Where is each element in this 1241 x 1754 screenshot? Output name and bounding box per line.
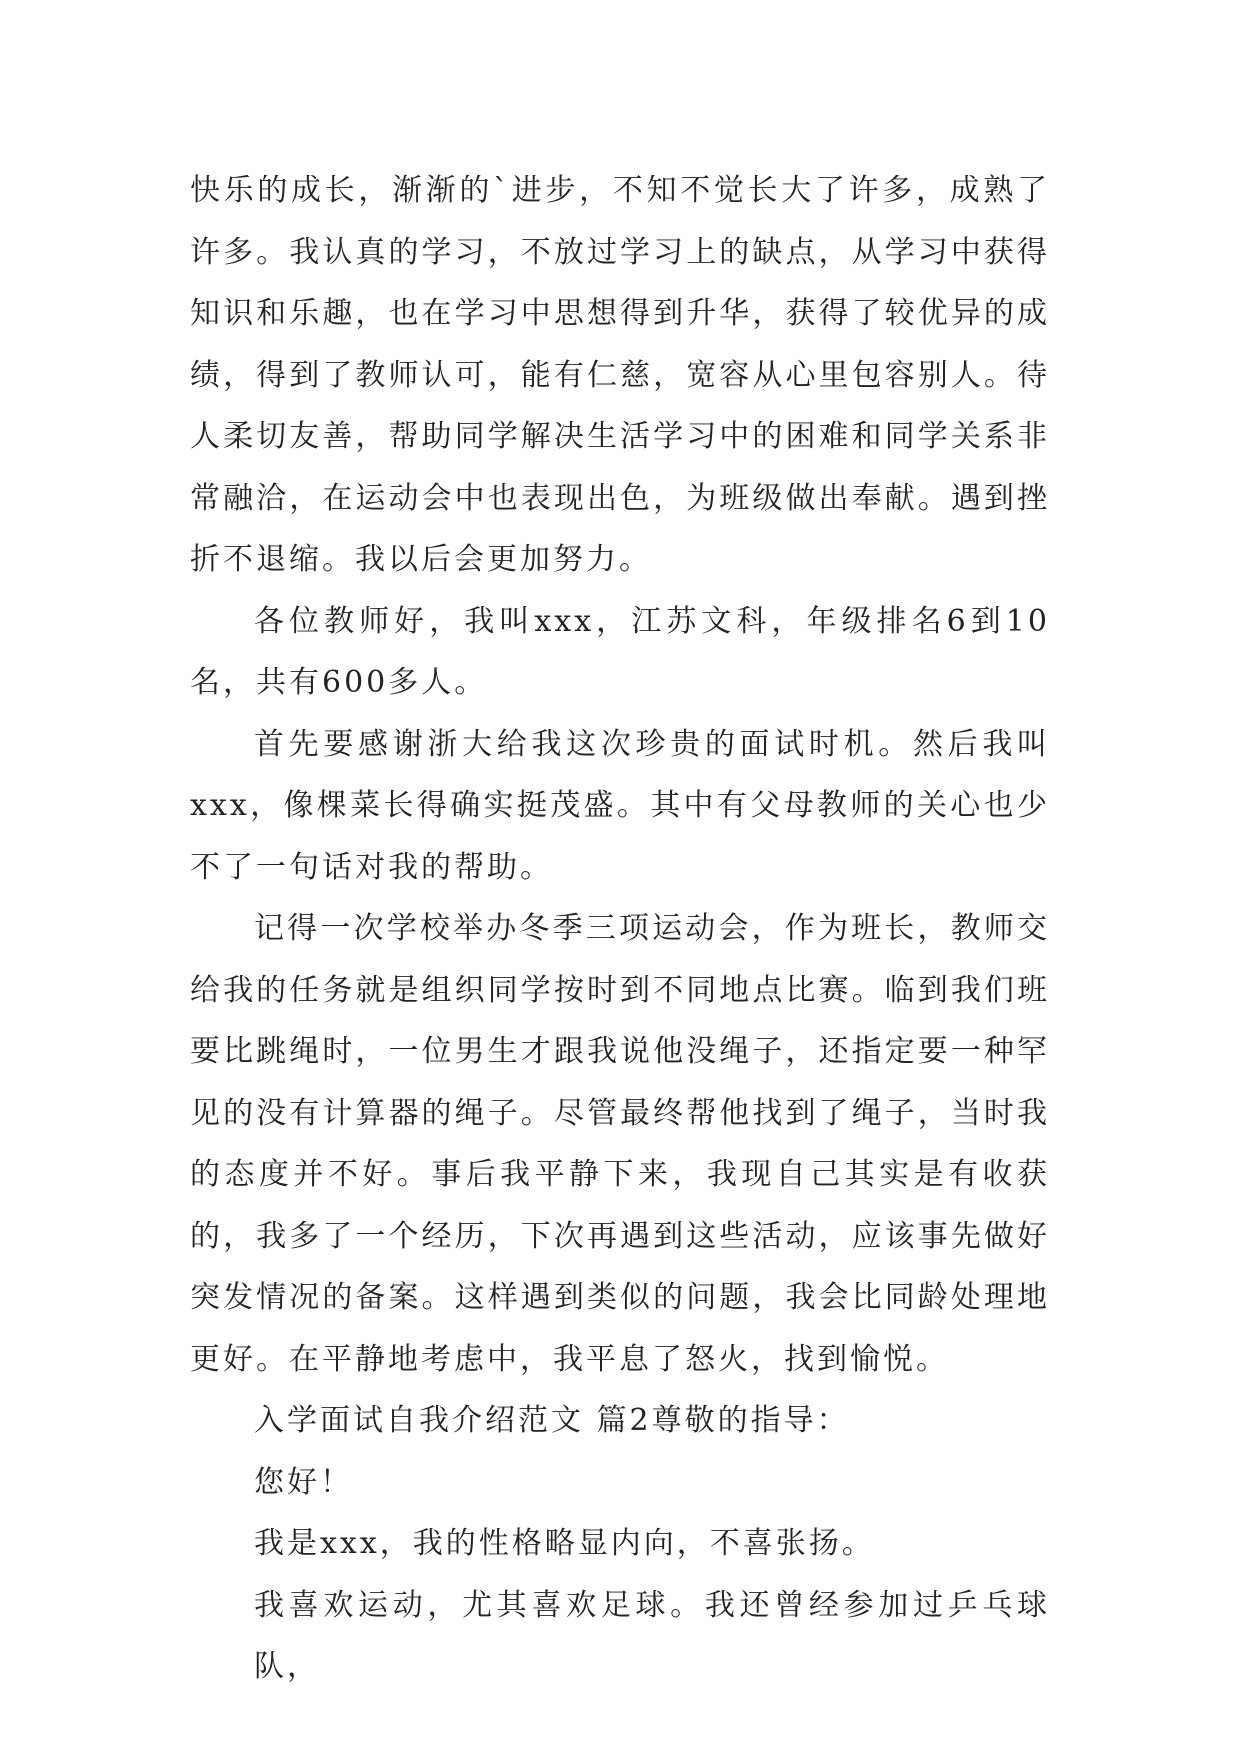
paragraph-greeting: 您好！ [254,1464,353,1500]
section-heading-sample-2: 入学面试自我介绍范文 篇2尊敬的指导： [254,1403,850,1438]
paragraph-sports-meet: 记得一次学校举办冬季三项运动会，作为班长，教师交给我的任务就是组织同学按时到不同地点比赛。临到我们班要比跳绳时，一位男生才跟我说他没绳子，还指定要一种罕见的没有计算器的绳子。尽管最终帮他找到了绳子，当时我的态度并不好。事后我平静下来，我现自己其实是有收获的，我多了一个经历，下次再遇到这些活动，应该事先做好突发情况的备案。这样遇到类似的问题，我会比同龄处理地更好。在平静地考虑中，我平息了怒火，找到愉悦。 [190,911,1050,1377]
document-body [190,160,1050,1698]
paragraph-hobbies: 我喜欢运动，尤其喜欢足球。我还曾经参加过乒乓球队， [254,1587,1050,1684]
paragraph-personality: 我是xxx，我的性格略显内向，不喜张扬。 [254,1526,875,1561]
paragraph-introduction: 各位教师好，我叫xxx，江苏文科，年级排名6到10名，共有600多人。 [190,603,1050,700]
paragraph-thanks: 首先要感谢浙大给我这次珍贵的面试时机。然后我叫xxx，像棵菜长得确实挺茂盛。其中有父母教师的关心也少不了一句话对我的帮助。 [190,726,1050,885]
paragraph-continuation: 快乐的成长，渐渐的`进步，不知不觉长大了许多，成熟了许多。我认真的学习，不放过学习上的缺点，从学习中获得知识和乐趣，也在学习中思想得到升华，获得了较优异的成绩，得到了教师认可，能有仁慈，宽容从心里包容别人。待人柔切友善，帮助同学解决生活学习中的困难和同学关系非常融洽，在运动会中也表现出色，为班级做出奉献。遇到挫折不退缩。我以后会更加努力。 [190,173,1050,577]
